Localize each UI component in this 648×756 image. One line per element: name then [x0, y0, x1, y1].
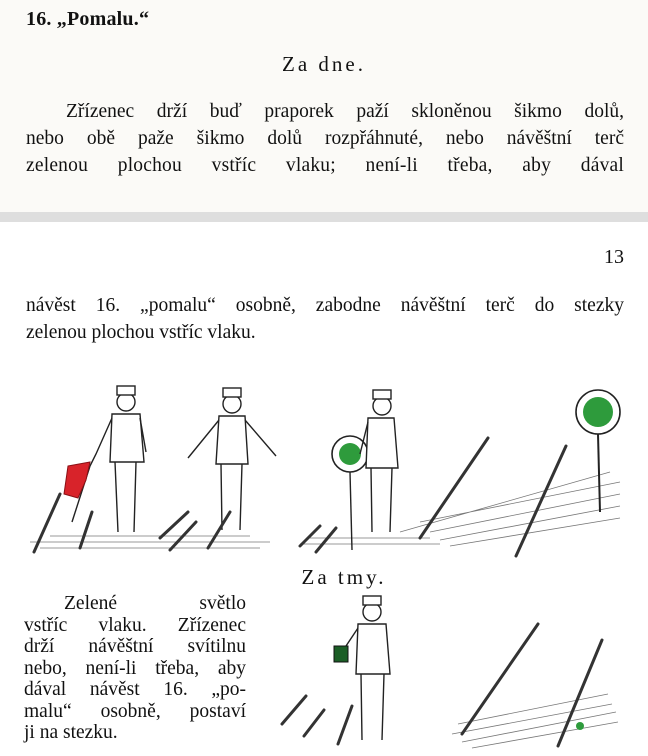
green-light	[576, 722, 584, 730]
continuation-paragraph	[26, 292, 624, 346]
signalman-arms-spread	[160, 388, 276, 550]
night-subheading: Za tmy.	[301, 565, 387, 589]
signalman-with-disc	[300, 390, 398, 552]
paragraph-line: Zřízenec drží buď praporek paží skloněnou šikmo dolů,	[66, 101, 624, 122]
paragraph-line: zelenou plochou vstříc vlaku; není-li třeba, aby dával	[26, 155, 624, 176]
day-paragraph	[26, 98, 624, 179]
paragraph-line: nebo, není-li třeba, aby	[24, 657, 246, 679]
track-with-planted-disc	[420, 390, 620, 556]
paragraph-line: drží návěštní svítilnu	[24, 636, 246, 657]
paragraph-line: vstříc vlaku. Zřízenec	[24, 614, 246, 636]
paragraph-line: dával návěst 16. „po-	[24, 679, 246, 700]
track-with-lamp-on-path	[452, 624, 618, 748]
paragraph-line: zelenou plochou vstříc vlaku.	[26, 322, 256, 343]
signalman-with-lamp	[282, 596, 390, 744]
paragraph-line: ji na stezku.	[24, 722, 118, 743]
green-lamp	[334, 646, 348, 662]
paragraph-line: návěst 16. „pomalu“ osobně, zabodne návěštní terč do stezky	[26, 295, 624, 316]
night-paragraph	[24, 593, 246, 744]
day-subheading: Za dne.	[282, 52, 366, 76]
red-flag	[64, 462, 90, 498]
paragraph-line: Zelené světlo	[64, 593, 246, 614]
paragraph-line: nebo obě paže šikmo dolů rozpřáhnuté, nebo návěštní terč	[26, 128, 624, 149]
ground-hatching	[30, 472, 620, 548]
top-page	[0, 0, 648, 212]
green-disc	[583, 397, 613, 427]
signalman-with-flag	[34, 386, 146, 552]
night-illustration	[262, 594, 628, 750]
paragraph-line: malu“ osobně, postaví	[24, 700, 246, 722]
bottom-page	[0, 222, 648, 756]
page-divider	[0, 212, 648, 222]
section-heading: 16. „Pomalu.“	[26, 8, 150, 30]
day-illustration	[20, 362, 628, 558]
page-number: 13	[604, 246, 624, 268]
green-disc	[339, 443, 361, 465]
